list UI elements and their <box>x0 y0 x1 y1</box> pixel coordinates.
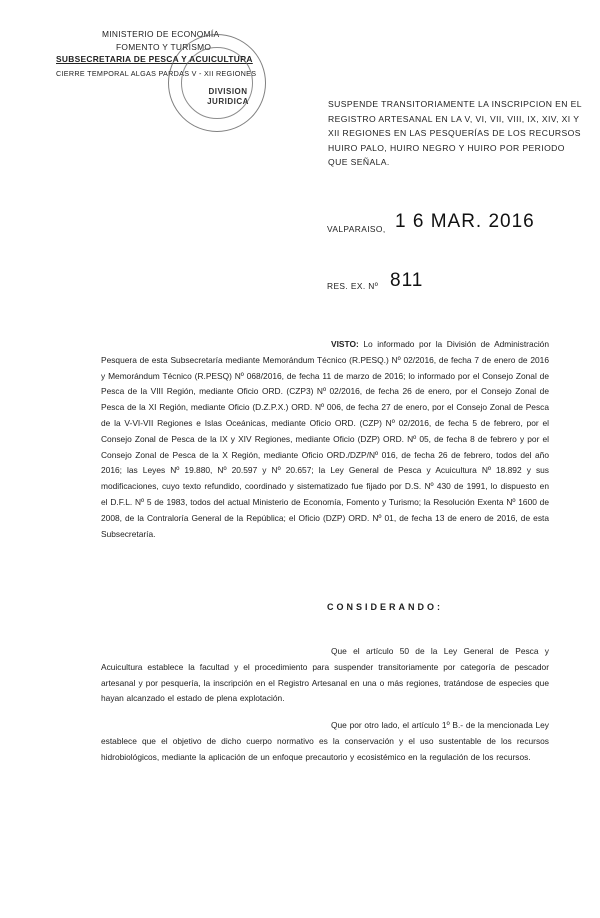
document-reference: CIERRE TEMPORAL ALGAS PARDAS V - XII REGIONES <box>56 69 257 78</box>
considerando-paragraph-2: Que por otro lado, el artículo 1º B.- de la mencionada Ley establece que el objetivo de dicho cuerpo normativo es la conservación y el uso sustentable de los recursos hidrobiológicos, mediante la aplicación de un enfoque precautorio y ecosistémico en la regulación de los recursos. <box>101 720 549 762</box>
seal-label: DIVISION JURIDICA <box>207 87 249 106</box>
considerando-paragraph-1: Que el artículo 50 de la Ley General de Pesca y Acuicultura establece la facultad y el procedimiento para suspender transitoriamente por categoría de pescador artesanal y por pesquería, la inscripción en el Registro Artesanal en una o más regiones, tratándose de especies que hayan alcanzado el estado de plena explotación. <box>101 646 549 704</box>
resolution-number-label: RES. EX. Nº <box>327 281 379 291</box>
date-place-label: VALPARAISO, <box>327 224 386 234</box>
date-stamp: 1 6 MAR. 2016 <box>395 211 535 232</box>
resolution-title: SUSPENDE TRANSITORIAMENTE LA INSCRIPCION EN EL REGISTRO ARTESANAL EN LA V, VI, VII, VIII, IX, XIV, XI Y XII REGIONES EN LAS PESQUERÍAS DE LOS RECURSOS HUIRO PALO, HUIRO NEGRO Y HUIRO POR PERIODO QUE SEÑALA. <box>328 99 582 168</box>
resolution-number: 811 <box>390 270 424 291</box>
visto-paragraph <box>101 337 549 542</box>
ministry-subtitle: FOMENTO Y TURISMO <box>116 42 212 52</box>
ministry-name: MINISTERIO DE ECONOMÍA <box>102 29 220 39</box>
official-seal-stamp <box>168 34 266 132</box>
visto-text: Lo informado por la División de Administración Pesquera de esta Subsecretaría mediante Memorándum Técnico (R.PESQ.) Nº 02/2016, de fecha 7 de enero de 2016 y Memorándum Técnico (R.PESQ) Nº 068/2016, de fecha 11 de marzo de 2016; lo informado por el Consejo Zonal de Pesca de la VIII Región, mediante Oficio ORD. (CZP3) Nº 02/2016, de fecha 26 de enero, por el Consejo Zonal de Pesca de la XI Región, mediante Oficio (D.Z.P.X.) ORD. Nº 006, de fecha 27 de enero, por el Consejo Zonal de Pesca de la V-VI-VII Regiones e Islas Oceánicas, mediante Oficio ORD. (CZP) Nº 02/2016, de fecha 5 de febrero, por el Consejo Zonal de Pesca de la IX y XIV Regiones, mediante Oficio (DZP) ORD. Nº 05, de fecha 8 de febrero y por el Consejo Zonal de Pesca de la X Región, mediante Oficio ORD./DZP/Nº 016, de fecha 26 de febrero, todos del año 2016; las Leyes Nº 19.880, Nº 20.597 y Nº 20.657; la Ley General de Pesca y Acuicultura Nº 18.892 y sus modificaciones, cuyo texto refundido, coordinado y sistematizado fue fijado por D.S. Nº 430 de 1991, lo dispuesto en el D.F.L. Nº 5 de 1983, todos del actual Ministerio de Economía, Fomento y Turismo; la Resolución Exenta Nº 1600 de 2008, de la Contraloría General de la República; el Oficio (DZP) ORD. Nº 01, de fecha 13 de enero de 2016, de esta Subsecretaría. <box>101 339 549 539</box>
subsecretaria-name: SUBSECRETARIA DE PESCA Y ACUICULTURA <box>56 54 253 64</box>
considerando-heading: CONSIDERANDO: <box>327 602 444 612</box>
visto-label: VISTO: <box>331 339 359 349</box>
